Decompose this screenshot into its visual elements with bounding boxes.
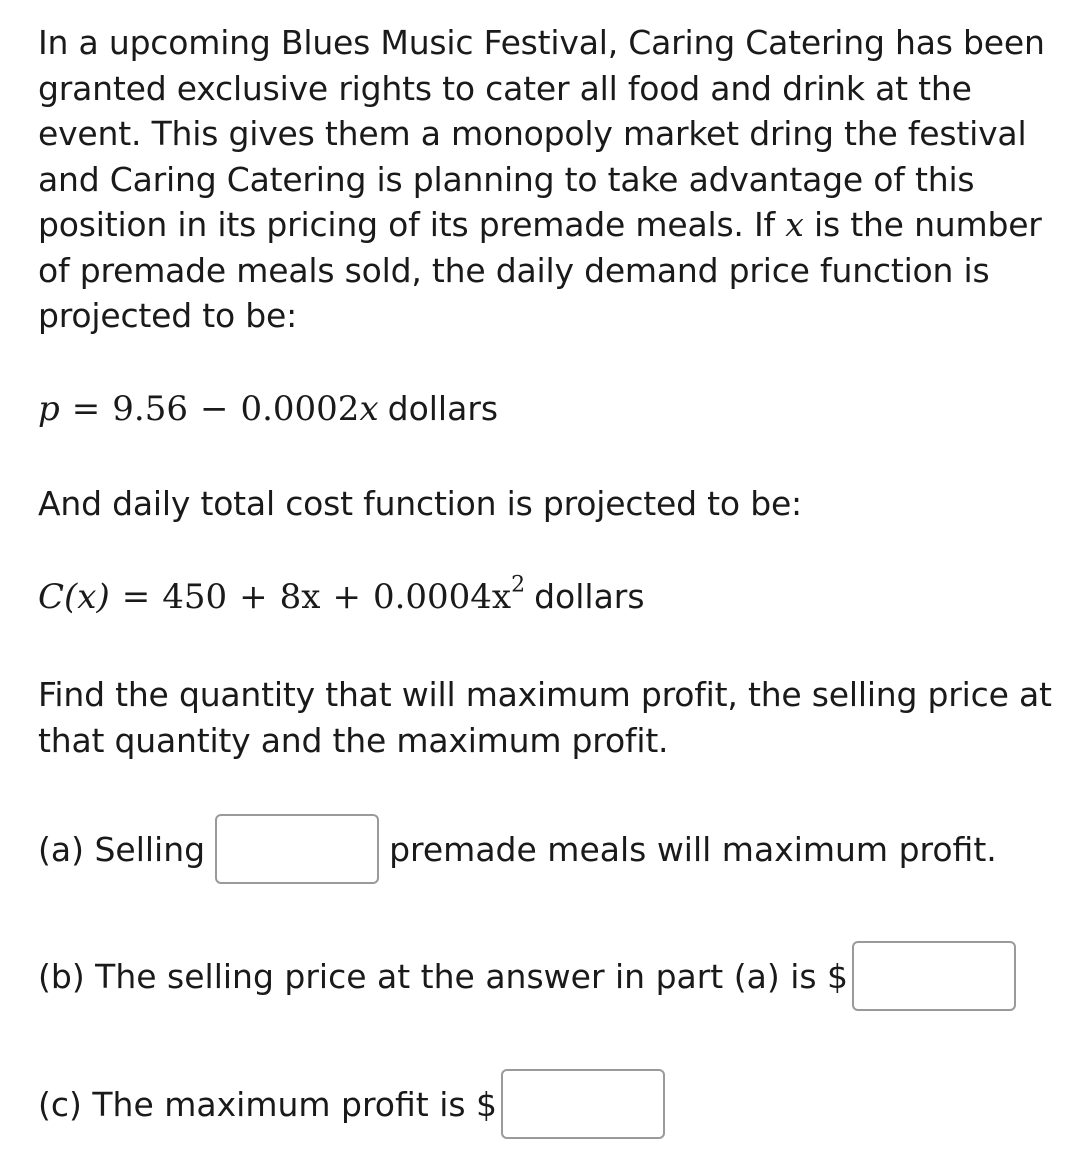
price-coefficient: 0.0002 <box>240 389 360 429</box>
cost-exponent: 2 <box>511 572 526 598</box>
cost-linear: 8x <box>279 577 321 617</box>
answer-a-input[interactable] <box>215 814 379 884</box>
price-equation <box>38 386 498 432</box>
cost-intro: And daily total cost function is projected to be: <box>38 484 802 523</box>
answer-row-c <box>38 1069 665 1139</box>
answer-a-suffix: premade meals will maximum profit. <box>389 829 997 869</box>
cost-plus-2: + <box>332 577 361 617</box>
answer-b-prefix: (b) The selling price at the answer in part (a) is $ <box>38 956 849 996</box>
answer-row-b <box>38 941 1016 1011</box>
answer-b-input[interactable] <box>852 941 1016 1011</box>
price-equals: = <box>71 389 101 429</box>
cost-lhs: C(x) <box>38 577 110 617</box>
cost-fixed: 450 <box>162 577 228 617</box>
cost-plus-1: + <box>239 577 268 617</box>
price-lhs: p <box>38 389 60 429</box>
price-minus: − <box>199 389 229 429</box>
intro-text-start: In a upcoming Blues Music Festival, Caring Catering has been granted exclusive rights to cater all food and drink at the event. This gives them a monopoly market dring the festival and Caring Catering is planning to take advantage of this position in its pricing of its premade meals. If <box>38 23 1045 244</box>
answer-c-prefix: (c) The maximum profit is $ <box>38 1084 498 1124</box>
price-unit: dollars <box>387 389 499 428</box>
cost-quadratic: 0.0004x <box>372 577 512 617</box>
intro-text-end: is the number of premade meals sold, the daily demand price function is projected to be: <box>38 205 1042 335</box>
cost-equation <box>38 574 645 620</box>
cost-unit: dollars <box>534 577 645 616</box>
answer-a-prefix: (a) Selling <box>38 829 206 869</box>
answer-row-a <box>38 814 997 884</box>
problem-intro <box>38 20 1048 339</box>
cost-equals: = <box>121 577 151 617</box>
answer-c-input[interactable] <box>501 1069 665 1139</box>
price-variable: x <box>359 389 379 429</box>
intro-variable: x <box>785 205 804 244</box>
price-constant: 9.56 <box>112 389 188 429</box>
task-statement: Find the quantity that will maximum profit, the selling price at that quantity and the maximum profit. <box>38 675 1052 760</box>
